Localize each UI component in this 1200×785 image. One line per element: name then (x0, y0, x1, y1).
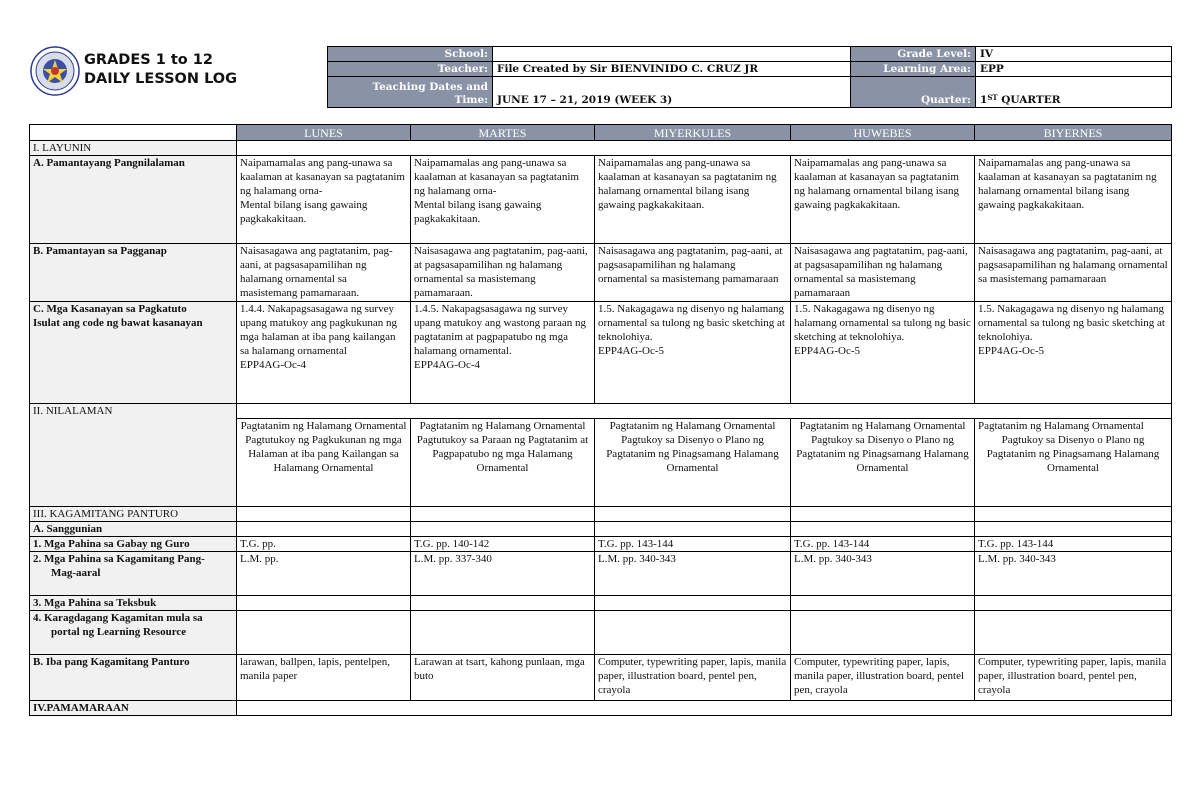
cell-lunes-nilalaman (237, 419, 411, 507)
cell-huwebes-nilalaman (791, 419, 975, 507)
school-label: School: (328, 47, 493, 62)
empty-cell (411, 522, 595, 537)
empty-cell (791, 522, 975, 537)
row-label-line: Mag-aaral (51, 567, 101, 579)
cell-miyerkules-c (595, 302, 791, 404)
cell-miyerkules-lm: L.M. pp. 340-343 (595, 552, 791, 596)
grade-level-value: IV (976, 47, 1172, 62)
cell-text: Mental bilang isang gawaing pagkakakitaan. (414, 199, 542, 225)
cell-huwebes-c (791, 302, 975, 404)
section-pamamaraan: IV.PAMAMARAAN (30, 701, 237, 716)
quarter-label: Quarter: (851, 77, 976, 108)
teaching-dates-label-line-2: Time: (454, 94, 488, 106)
learning-area-value: EPP (976, 62, 1172, 77)
day-header-row (30, 125, 1172, 141)
title-line-1: GRADES 1 to 12 (84, 52, 213, 68)
info-table (327, 46, 1172, 108)
empty-cell (237, 611, 411, 655)
table-row (30, 537, 1172, 552)
empty-cell (411, 611, 595, 655)
cell-lunes-iba: larawan, ballpen, lapis, pentelpen, manila paper (237, 655, 411, 701)
empty-cell (237, 507, 411, 522)
cell-biyernes-iba: Computer, typewriting paper, lapis, manila paper, illustration board, pentel pen, crayola (975, 655, 1172, 701)
learning-area-label: Learning Area: (851, 62, 976, 77)
cell-text: Pagtatanim ng Halamang Ornamental (799, 420, 966, 432)
day-header-miyerkules: MIYERKULES (595, 125, 791, 141)
quarter-number: 1 (980, 94, 988, 106)
cell-text: 1.5. Nakagagawa ng disenyo ng halamang ornamental sa tulong ng basic sketching at teknolohiya. (794, 303, 971, 343)
empty-cell (237, 141, 1172, 156)
cell-text: Pagtutukoy sa Paraan ng Pagtatanim at Pagpapatubo ng mga Halamang Ornamental (416, 434, 589, 474)
document-title (84, 51, 237, 89)
cell-biyernes-lm: L.M. pp. 340-343 (975, 552, 1172, 596)
teaching-dates-value: JUNE 17 – 21, 2019 (WEEK 3) (493, 77, 851, 108)
cell-lunes-c (237, 302, 411, 404)
day-header-martes: MARTES (411, 125, 595, 141)
cell-lunes-lm: L.M. pp. (237, 552, 411, 596)
teaching-dates-label (328, 77, 493, 108)
row-label-mga-kasanayan-sa-pagkatuto (30, 302, 237, 404)
quarter-word: QUARTER (997, 94, 1061, 106)
empty-cell (791, 611, 975, 655)
cell-huwebes-a: Naipamamalas ang pang-unawa sa kaalaman at kasanayan sa pagtatanim ng halamang ornamental bilang isang gawaing pagkakakitaan. (791, 156, 975, 244)
cell-lunes-b: Naisasagawa ang pagtatanim, pag-aani, at pagsasapamilihan ng halamang ornamental sa masistemang pamamaraan. (237, 244, 411, 302)
table-row (30, 655, 1172, 701)
row-label-iba-pang-kagamitan: B. Iba pang Kagamitang Panturo (30, 655, 237, 701)
cell-text: 1.5. Nakagagawa ng disenyo ng halamang ornamental sa tulong ng basic sketching at teknolohiya. (978, 303, 1165, 343)
cell-lunes-a (237, 156, 411, 244)
empty-cell (791, 507, 975, 522)
cell-martes-b: Naisasagawa ang pagtatanim, pag-aani, at pagsasapamilihan ng halamang ornamental sa masistemang pamamaraan. (411, 244, 595, 302)
row-label-line: 2. Mga Pahina sa Kagamitang Pang- (33, 553, 205, 565)
cell-text: Pagtukoy sa Disenyo o Plano ng Pagtatanim ng Pinagsamang Halamang Ornamental (986, 434, 1160, 474)
empty-cell (411, 596, 595, 611)
cell-miyerkules-b: Naisasagawa ang pagtatanim, pag-aani, at pagsasapamilihan ng halamang ornamental sa masistemang pamamaraan (595, 244, 791, 302)
row-label-line: Isulat ang code ng bawat kasanayan (33, 317, 203, 329)
cell-text: Pagtukoy sa Disenyo o Plano ng Pagtatanim ng Pinagsamang Halamang Ornamental (796, 434, 969, 474)
empty-cell (237, 404, 1172, 419)
row-label-line: C. Mga Kasanayan sa Pagkatuto (33, 303, 187, 315)
cell-text: Pagtutukoy ng Pagkukunan ng mga Halaman at iba pang Kailangan sa Halamang Ornamental (245, 434, 402, 474)
competency-code: EPP4AG-Oc-4 (240, 359, 306, 371)
table-row (30, 522, 1172, 537)
row-label-line: portal ng Learning Resource (51, 626, 187, 638)
section-layunin: I. LAYUNIN (30, 141, 237, 156)
school-value (493, 47, 851, 62)
empty-cell (975, 507, 1172, 522)
cell-text: Pagtukoy sa Disenyo o Plano ng Pagtatanim ng Pinagsamang Halamang Ornamental (606, 434, 779, 474)
competency-code: EPP4AG-Oc-5 (794, 345, 860, 357)
section-kagamitang-panturo: III. KAGAMITANG PANTURO (30, 507, 237, 522)
day-header-lunes: LUNES (237, 125, 411, 141)
empty-cell (975, 522, 1172, 537)
cell-miyerkules-iba: Computer, typewriting paper, lapis, manila paper, illustration board, pentel pen, crayola (595, 655, 791, 701)
cell-biyernes-nilalaman (975, 419, 1172, 507)
row-label-gabay-ng-guro: 1. Mga Pahina sa Gabay ng Guro (30, 537, 237, 552)
row-label-pamantayang-pangnilalaman: A. Pamantayang Pangnilalaman (30, 156, 237, 244)
section-nilalaman: II. NILALAMAN (30, 404, 237, 507)
empty-cell (237, 596, 411, 611)
row-label-teksbuk: 3. Mga Pahina sa Teksbuk (30, 596, 237, 611)
cell-text: Naipamamalas ang pang-unawa sa kaalaman at kasanayan sa pagtatanim ng halamang orna- (240, 157, 405, 197)
cell-martes-lm: L.M. pp. 337-340 (411, 552, 595, 596)
empty-cell (237, 522, 411, 537)
cell-martes-c (411, 302, 595, 404)
empty-cell (595, 507, 791, 522)
cell-biyernes-gabay: T.G. pp. 143-144 (975, 537, 1172, 552)
teaching-dates-label-line-1: Teaching Dates and (372, 81, 488, 93)
cell-text: 1.4.4. Nakapagsasagawa ng survey upang matukoy ang pagkukunan ng mga halaman at iba pang kailangan sa halamang ornamental (240, 303, 398, 357)
cell-biyernes-b: Naisasagawa ang pagtatanim, pag-aani, at pagsasapamilihan ng halamang ornamental sa masistemang pamamaraan (975, 244, 1172, 302)
table-row (30, 404, 1172, 419)
cell-martes-nilalaman (411, 419, 595, 507)
cell-huwebes-b: Naisasagawa ang pagtatanim, pag-aani, at pagsasapamilihan ng halamang ornamental sa masistemang pamamaraan (791, 244, 975, 302)
empty-cell (595, 611, 791, 655)
table-row (30, 244, 1172, 302)
cell-text: Mental bilang isang gawaing pagkakakitaan. (240, 199, 368, 225)
cell-text: Pagtatanim ng Halamang Ornamental (240, 420, 407, 432)
lesson-log-table (29, 124, 1172, 716)
cell-text: Pagtatanim ng Halamang Ornamental (609, 420, 776, 432)
teacher-label: Teacher: (328, 62, 493, 77)
table-row (30, 156, 1172, 244)
empty-cell (237, 701, 1172, 716)
day-header-huwebes: HUWEBES (791, 125, 975, 141)
cell-huwebes-gabay: T.G. pp. 143-144 (791, 537, 975, 552)
cell-miyerkules-nilalaman (595, 419, 791, 507)
cell-huwebes-lm: L.M. pp. 340-343 (791, 552, 975, 596)
deped-seal-icon (30, 46, 80, 96)
row-label-kagamitang-mag-aaral (30, 552, 237, 596)
grade-level-label: Grade Level: (851, 47, 976, 62)
cell-martes-a (411, 156, 595, 244)
table-row (30, 596, 1172, 611)
quarter-suffix: ST (987, 93, 998, 102)
title-line-2: DAILY LESSON LOG (84, 71, 238, 87)
cell-text: 1.5. Nakagagawa ng disenyo ng halamang ornamental sa tulong ng basic sketching at teknolohiya. (598, 303, 785, 343)
cell-text: Pagtatanim ng Halamang Ornamental (419, 420, 586, 432)
empty-cell (595, 596, 791, 611)
table-row (30, 507, 1172, 522)
day-header-biyernes: BIYERNES (975, 125, 1172, 141)
row-label-line: 4. Karagdagang Kagamitan mula sa (33, 612, 203, 624)
table-row (30, 611, 1172, 655)
cell-biyernes-a: Naipamamalas ang pang-unawa sa kaalaman at kasanayan sa pagtatanim ng halamang ornamental bilang isang gawaing pagkakakitaan. (975, 156, 1172, 244)
document-header (30, 46, 326, 108)
table-row (30, 701, 1172, 716)
empty-cell (975, 611, 1172, 655)
competency-code: EPP4AG-Oc-5 (978, 345, 1044, 357)
cell-miyerkules-gabay: T.G. pp. 143-144 (595, 537, 791, 552)
row-label-sanggunian: A. Sanggunian (30, 522, 237, 537)
cell-biyernes-c (975, 302, 1172, 404)
quarter-value (976, 77, 1172, 108)
empty-cell (411, 507, 595, 522)
cell-text: 1.4.5. Nakapagsasagawa ng survey upang matukoy ang wastong paraan ng pagtatanim at pagpapatubo ng mga halamang ornamental. (414, 303, 586, 357)
empty-cell (595, 522, 791, 537)
cell-miyerkules-a: Naipamamalas ang pang-unawa sa kaalaman at kasanayan sa pagtatanim ng halamang ornamental bilang isang gawaing pagkakakitaan. (595, 156, 791, 244)
teacher-value: File Created by Sir BIENVINIDO C. CRUZ JR (493, 62, 851, 77)
row-label-karagdagang-kagamitan (30, 611, 237, 655)
corner-cell (30, 125, 237, 141)
cell-martes-gabay: T.G. pp. 140-142 (411, 537, 595, 552)
cell-text: Pagtatanim ng Halamang Ornamental (978, 420, 1144, 432)
cell-martes-iba: Larawan at tsart, kahong punlaan, mga buto (411, 655, 595, 701)
table-row (30, 552, 1172, 596)
table-row (30, 141, 1172, 156)
row-label-pamantayan-sa-pagganap: B. Pamantayan sa Pagganap (30, 244, 237, 302)
competency-code: EPP4AG-Oc-4 (414, 359, 480, 371)
cell-lunes-gabay: T.G. pp. (237, 537, 411, 552)
cell-huwebes-iba: Computer, typewriting paper, lapis, manila paper, illustration board, pentel pen, crayola (791, 655, 975, 701)
cell-text: Naipamamalas ang pang-unawa sa kaalaman at kasanayan sa pagtatanim ng halamang orna- (414, 157, 579, 197)
competency-code: EPP4AG-Oc-5 (598, 345, 664, 357)
empty-cell (975, 596, 1172, 611)
empty-cell (791, 596, 975, 611)
table-row (30, 302, 1172, 404)
